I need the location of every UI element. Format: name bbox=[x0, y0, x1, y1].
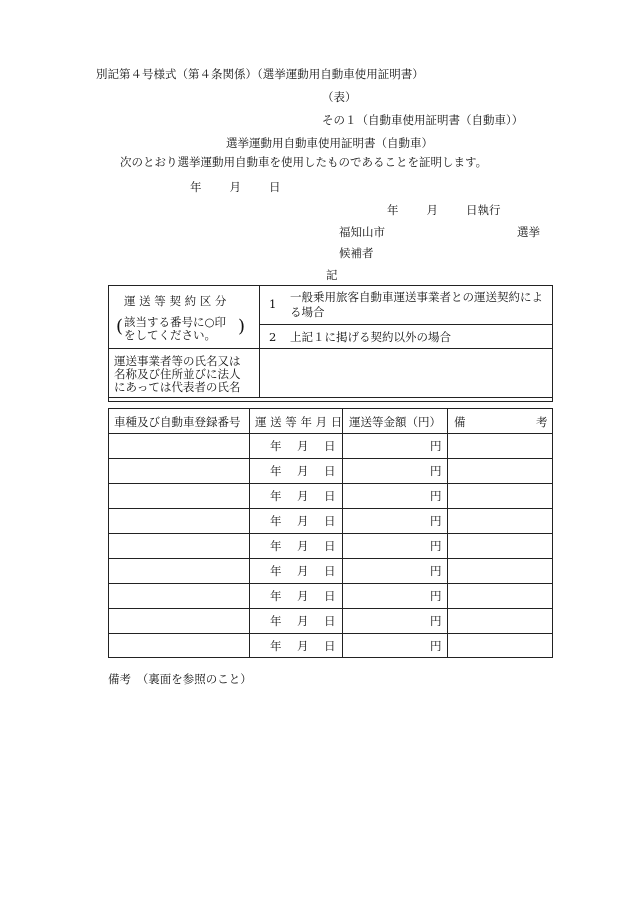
row-day: 日 bbox=[324, 439, 336, 453]
row-month: 月 bbox=[297, 439, 309, 453]
amount-cell[interactable] bbox=[344, 485, 429, 507]
seal-label: 記 bbox=[326, 268, 338, 282]
row-line bbox=[108, 633, 553, 634]
city-name: 福知山市 bbox=[339, 225, 385, 239]
date-cell[interactable] bbox=[251, 435, 341, 457]
form-subtitle: その１（自動車使用証明書（自動車）） bbox=[322, 113, 524, 127]
exec-month: 月 bbox=[426, 203, 438, 217]
row-month: 月 bbox=[297, 639, 309, 653]
candidate-label: 候補者 bbox=[339, 246, 374, 260]
vehicle-cell[interactable] bbox=[110, 610, 248, 632]
header-remarks-2: 考 bbox=[536, 415, 548, 429]
certification-statement: 次のとおり選挙運動用自動車を使用したものであることを証明します。 bbox=[120, 155, 488, 169]
vehicle-cell[interactable] bbox=[110, 460, 248, 482]
row-yen: 円 bbox=[430, 439, 442, 453]
row-day: 日 bbox=[324, 514, 336, 528]
row-day: 日 bbox=[324, 539, 336, 553]
row-year: 年 bbox=[270, 489, 282, 503]
vehicle-cell[interactable] bbox=[110, 485, 248, 507]
row-line bbox=[108, 508, 553, 509]
date-cell[interactable] bbox=[251, 635, 341, 657]
row-line bbox=[108, 558, 553, 559]
amount-cell[interactable] bbox=[344, 435, 429, 457]
contract-bottom-line bbox=[108, 348, 553, 349]
vehicle-cell[interactable] bbox=[110, 585, 248, 607]
option-2-text: 上記１に掲げる契約以外の場合 bbox=[290, 330, 451, 344]
header-date: 運 送 等 年 月 日 bbox=[255, 415, 343, 429]
option-2-number[interactable]: 2 bbox=[269, 330, 277, 344]
row-line bbox=[108, 533, 553, 534]
row-day: 日 bbox=[324, 614, 336, 628]
row-month: 月 bbox=[297, 514, 309, 528]
side-label: （表） bbox=[322, 90, 357, 104]
row-yen: 円 bbox=[430, 639, 442, 653]
row-yen: 円 bbox=[430, 614, 442, 628]
election-label: 選挙 bbox=[517, 225, 540, 239]
operator-divider bbox=[259, 348, 260, 398]
row-year: 年 bbox=[270, 589, 282, 603]
remarks-cell[interactable] bbox=[449, 635, 551, 657]
amount-cell[interactable] bbox=[344, 585, 429, 607]
row-yen: 円 bbox=[430, 514, 442, 528]
row-day: 日 bbox=[324, 489, 336, 503]
remarks-cell[interactable] bbox=[449, 510, 551, 532]
remarks-cell[interactable] bbox=[449, 610, 551, 632]
row-yen: 円 bbox=[430, 539, 442, 553]
row-month: 月 bbox=[297, 614, 309, 628]
header-amount: 運送等金額（円） bbox=[349, 415, 441, 429]
row-line bbox=[108, 433, 553, 434]
remarks-cell[interactable] bbox=[449, 585, 551, 607]
form-number: 別記第４号様式（第４条関係）（選挙運動用自動車使用証明書） bbox=[96, 67, 424, 81]
remarks-cell[interactable] bbox=[449, 560, 551, 582]
row-month: 月 bbox=[297, 489, 309, 503]
header-vehicle: 車種及び自動車登録番号 bbox=[114, 415, 241, 429]
row-line bbox=[108, 583, 553, 584]
row-line bbox=[108, 458, 553, 459]
vehicle-cell[interactable] bbox=[110, 635, 248, 657]
row-month: 月 bbox=[297, 539, 309, 553]
date-cell[interactable] bbox=[251, 535, 341, 557]
amount-cell[interactable] bbox=[344, 560, 429, 582]
amount-cell[interactable] bbox=[344, 610, 429, 632]
row-yen: 円 bbox=[430, 464, 442, 478]
date-year: 年 bbox=[190, 180, 202, 194]
row-day: 日 bbox=[324, 589, 336, 603]
row-year: 年 bbox=[270, 614, 282, 628]
row-year: 年 bbox=[270, 439, 282, 453]
operator-input[interactable] bbox=[262, 352, 550, 394]
date-cell[interactable] bbox=[251, 485, 341, 507]
contract-label: 運 送 等 契 約 区 分 bbox=[124, 294, 227, 308]
footer-note: 備考 （裏面を参照のこと） bbox=[108, 672, 252, 686]
row-month: 月 bbox=[297, 589, 309, 603]
form-title: 選挙運動用自動車使用証明書（自動車） bbox=[226, 136, 433, 150]
contract-instruction-1: 該当する番号に○印 bbox=[124, 315, 227, 329]
row-yen: 円 bbox=[430, 489, 442, 503]
vehicle-cell[interactable] bbox=[110, 510, 248, 532]
row-year: 年 bbox=[270, 464, 282, 478]
contract-divider bbox=[259, 285, 260, 349]
exec-year: 年 bbox=[387, 203, 399, 217]
amount-cell[interactable] bbox=[344, 635, 429, 657]
date-cell[interactable] bbox=[251, 560, 341, 582]
amount-cell[interactable] bbox=[344, 460, 429, 482]
option-1-number[interactable]: 1 bbox=[269, 297, 277, 311]
amount-cell[interactable] bbox=[344, 535, 429, 557]
row-month: 月 bbox=[297, 464, 309, 478]
remarks-cell[interactable] bbox=[449, 535, 551, 557]
date-month: 月 bbox=[229, 180, 241, 194]
row-year: 年 bbox=[270, 539, 282, 553]
contract-option-divider bbox=[259, 324, 553, 325]
row-yen: 円 bbox=[430, 589, 442, 603]
row-year: 年 bbox=[270, 564, 282, 578]
row-day: 日 bbox=[324, 564, 336, 578]
row-month: 月 bbox=[297, 564, 309, 578]
vehicle-cell[interactable] bbox=[110, 435, 248, 457]
election-execution-date[interactable] bbox=[387, 202, 501, 218]
row-day: 日 bbox=[324, 639, 336, 653]
certification-date[interactable] bbox=[190, 179, 281, 195]
paren-right: ) bbox=[238, 316, 246, 337]
row-day: 日 bbox=[324, 464, 336, 478]
date-cell[interactable] bbox=[251, 510, 341, 532]
option-1-text-2: る場合 bbox=[290, 305, 325, 319]
contract-instruction-2: をしてください。 bbox=[124, 328, 216, 342]
paren-left: ( bbox=[116, 316, 124, 337]
row-line bbox=[108, 608, 553, 609]
remarks-cell[interactable] bbox=[449, 460, 551, 482]
vehicle-cell[interactable] bbox=[110, 560, 248, 582]
date-cell[interactable] bbox=[251, 460, 341, 482]
vehicle-cell[interactable] bbox=[110, 535, 248, 557]
row-line bbox=[108, 483, 553, 484]
date-day: 日 bbox=[269, 180, 281, 194]
row-year: 年 bbox=[270, 514, 282, 528]
amount-cell[interactable] bbox=[344, 510, 429, 532]
date-cell[interactable] bbox=[251, 610, 341, 632]
row-year: 年 bbox=[270, 639, 282, 653]
remarks-cell[interactable] bbox=[449, 485, 551, 507]
operator-label-3: にあっては代表者の氏名 bbox=[114, 380, 241, 394]
header-remarks-1: 備 bbox=[454, 415, 466, 429]
operator-bottom-line bbox=[108, 397, 553, 398]
operator-label-2: 名称及び住所並びに法人 bbox=[114, 367, 241, 381]
operator-label-1: 運送事業者等の氏名又は bbox=[114, 354, 241, 368]
remarks-cell[interactable] bbox=[449, 435, 551, 457]
option-1-text-1: 一般乗用旅客自動車運送事業者との運送契約によ bbox=[290, 290, 543, 304]
exec-day: 日執行 bbox=[466, 203, 501, 217]
row-yen: 円 bbox=[430, 564, 442, 578]
date-cell[interactable] bbox=[251, 585, 341, 607]
